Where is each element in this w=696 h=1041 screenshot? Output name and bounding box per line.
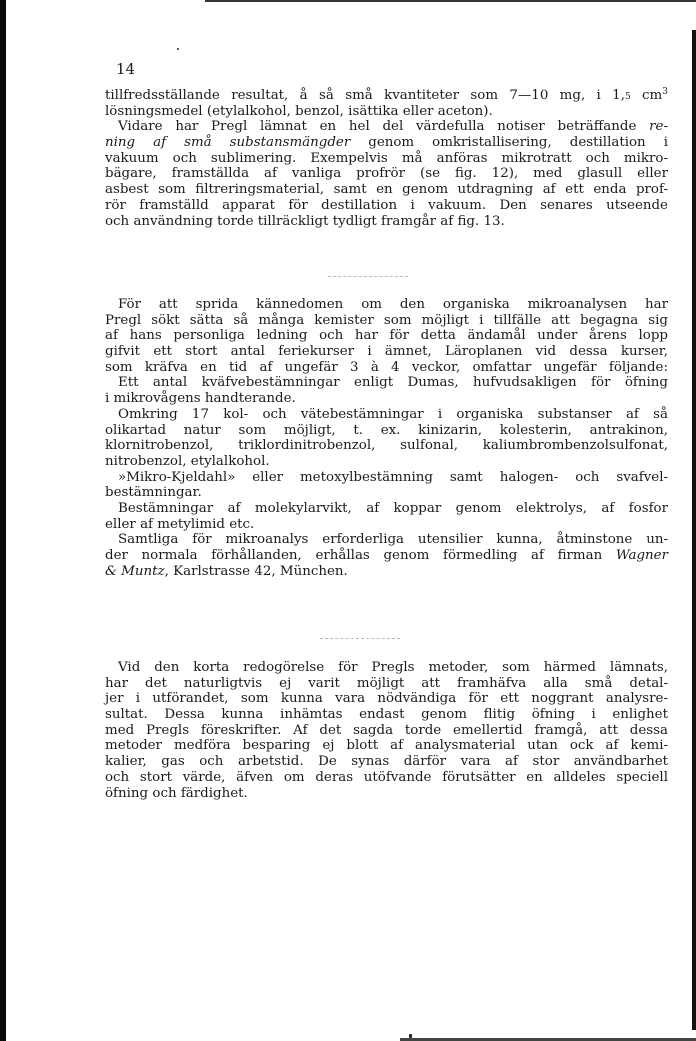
section-separator <box>328 276 408 277</box>
scan-speck <box>409 1034 412 1038</box>
scan-edge-left <box>0 0 6 1041</box>
text-line: metoder medföra besparing ej blott af analysmaterial utan ock af kemi- <box>105 738 668 754</box>
scan-edge-top <box>205 0 696 2</box>
text-line: eller af metylimid etc. <box>105 516 255 532</box>
text-line: der normala förhållanden, erhållas genom förmedling af firman Wagner <box>105 548 668 563</box>
text-line: För att sprida kännedomen om den organiska mikroanalysen har <box>118 297 668 312</box>
text-line: och stort värde, äfven om deras utöfvande förutsätter en alldeles speciell <box>105 769 668 785</box>
text-line: har det naturligtvis ej varit möjligt att framhäfva alla små detal- <box>105 675 668 691</box>
paragraph-block-2 <box>105 297 668 579</box>
text-line: Pregl sökt sätta så många kemister som möjligt i tillfälle att begagna sig <box>105 312 668 328</box>
scan-edge-right <box>692 30 696 1030</box>
text-line: Omkring 17 kol- och vätebestämningar i organiska substanser af så <box>118 406 668 422</box>
text-line: af hans personliga ledning och har för detta ändamål under årens lopp <box>105 328 668 344</box>
text-line: öfning och färdighet. <box>105 785 248 801</box>
paragraph-block-3 <box>105 660 668 801</box>
text-line: och användning torde tillräckligt tydligt framgår af fig. 13. <box>105 213 505 229</box>
text-line: med Pregls föreskrifter. Af det sagda torde emellertid framgå, att dessa <box>105 722 668 738</box>
text-line: sultat. Dessa kunna inhämtas endast genom flitig öfning i enlighet <box>105 707 668 723</box>
text-line: asbest som filtreringsmaterial, samt en genom utdragning af ett enda prof- <box>105 182 668 198</box>
text-line: nitrobenzol, etylalkohol. <box>105 453 270 469</box>
scan-speck <box>177 48 179 50</box>
text-line: klornitrobenzol, triklordinitrobenzol, sulfonal, kaliumbrombenzolsulfonat, <box>105 438 668 454</box>
text-line: Samtliga för mikroanalys erforderliga utensilier kunna, åtminstone un- <box>118 532 668 548</box>
text-line: i mikrovågens handterande. <box>105 391 296 407</box>
text-line: kalier, gas och arbetstid. De synas därför vara af stor användbarhet <box>105 754 668 770</box>
paragraph-block-1 <box>105 88 668 229</box>
text-line: olikartad natur som möjligt, t. ex. kinizarin, kolesterin, antrakinon, <box>105 422 668 438</box>
page-number: 14 <box>116 60 136 78</box>
text-line: ning af små substansmängder genom omkristallisering, destillation i <box>105 135 668 151</box>
text-line: Vid den korta redogörelse för Pregls metoder, som härmed lämnats, <box>118 660 668 675</box>
text-line: jer i utförandet, som kunna vara nödvändiga för ett noggrant analysre- <box>105 691 668 707</box>
text-line: tillfredsställande resultat, å så små kvantiteter som 7—10 mg, i 1,5 $cm^3$ <box>105 87 668 103</box>
text-line: bestämningar. <box>105 485 202 501</box>
text-line: rör framställd apparat för destillation i vakuum. Den senares utseende <box>105 197 668 213</box>
text-line: Bestämningar af molekylarvikt, af koppar genom elektrolys, af fosfor <box>118 500 668 516</box>
text-line: & Muntz, Karlstrasse 42, München. <box>105 563 348 579</box>
section-separator <box>320 638 400 639</box>
text-line: som kräfva en tid af ungefär 3 à 4 veckor, omfattar ungefär följande: <box>105 359 668 375</box>
text-line: gifvit ett stort antal feriekurser i ämnet, Läroplanen vid dessa kurser, <box>105 344 668 360</box>
text-line: »Mikro-Kjeldahl» eller metoxylbestämning samt halogen- och svafvel- <box>118 469 668 485</box>
text-line: Ett antal kväfvebestämningar enligt Dumas, hufvudsakligen för öfning <box>118 375 668 391</box>
text-line: vakuum och sublimering. Exempelvis må anföras mikrotratt och mikro- <box>105 150 668 166</box>
text-line: Vidare har Pregl lämnat en hel del värdefulla notiser beträffande re- <box>118 119 668 135</box>
text-line: bägare, framställda af vanliga profrör (se fig. 12), med glasull eller <box>105 166 668 182</box>
text-line: lösningsmedel (etylalkohol, benzol, isättika eller aceton). <box>105 103 493 119</box>
